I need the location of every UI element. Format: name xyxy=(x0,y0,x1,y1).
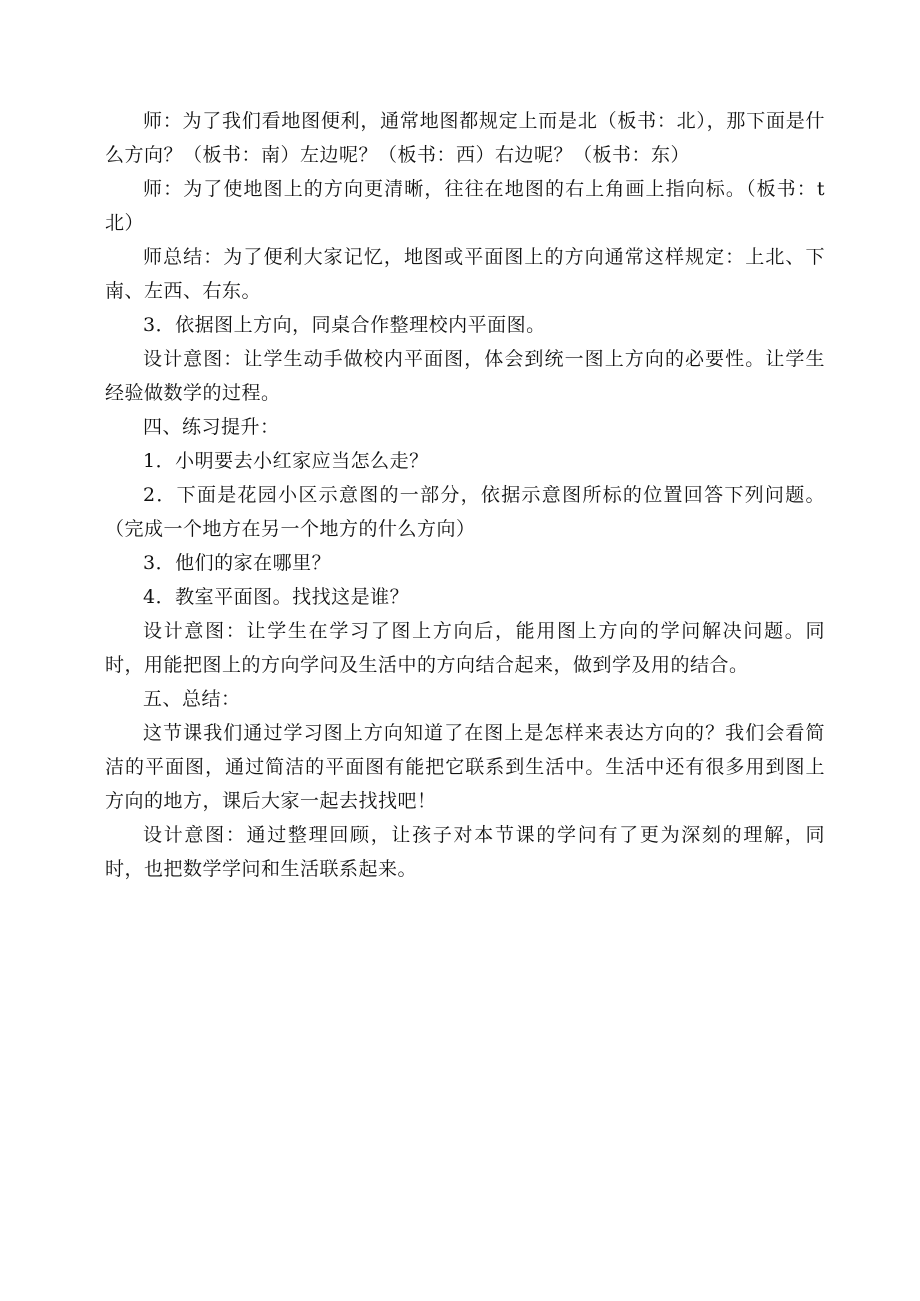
document-body xyxy=(105,104,825,886)
exercise-3: 3．他们的家在哪里？ xyxy=(143,552,332,574)
section-heading-summary: 五、总结： xyxy=(143,688,241,710)
exercise-1: 1．小明要去小红家应当怎么走？ xyxy=(143,450,429,472)
section-heading-practice: 四、练习提升： xyxy=(143,416,280,438)
paragraph-design-intent-1: 设计意图：让学生动手做校内平面图，体会到统一图上方向的必要性。让学生经验做数学的过程。 xyxy=(105,348,825,404)
exercise-4: 4．教室平面图。找找这是谁？ xyxy=(143,586,410,608)
paragraph-design-intent-2: 设计意图：让学生在学习了图上方向后，能用图上方向的学问解决问题。同时，用能把图上的方向学问及生活中的方向结合起来，做到学及用的结合。 xyxy=(105,620,825,676)
paragraph-teacher-north-arrow: 师：为了使地图上的方向更清晰，往往在地图的右上角画上指向标。（板书：t北） xyxy=(105,178,825,234)
paragraph-step-3-campus-map: 3．依据图上方向，同桌合作整理校内平面图。 xyxy=(143,314,546,336)
paragraph-lesson-summary: 这节课我们通过学习图上方向知道了在图上是怎样来表达方向的？我们会看简洁的平面图，通过简洁的平面图有能把它联系到生活中。生活中还有很多用到图上方向的地方，课后大家一起去找找吧！ xyxy=(105,722,825,812)
paragraph-design-intent-3: 设计意图：通过整理回顾，让孩子对本节课的学问有了更为深刻的理解，同时，也把数学学问和生活联系起来。 xyxy=(105,824,825,880)
exercise-2: 2．下面是花园小区示意图的一部分，依据示意图所标的位置回答下列问题。（完成一个地方在另一个地方的什么方向） xyxy=(105,484,825,540)
paragraph-teacher-summary: 师总结：为了便利大家记忆，地图或平面图上的方向通常这样规定：上北、下南、左西、右东。 xyxy=(105,246,825,302)
paragraph-teacher-map-directions: 师：为了我们看地图便利，通常地图都规定上而是北（板书：北），那下面是什么方向？（板书：南）左边呢？（板书：西）右边呢？（板书：东） xyxy=(105,110,825,166)
